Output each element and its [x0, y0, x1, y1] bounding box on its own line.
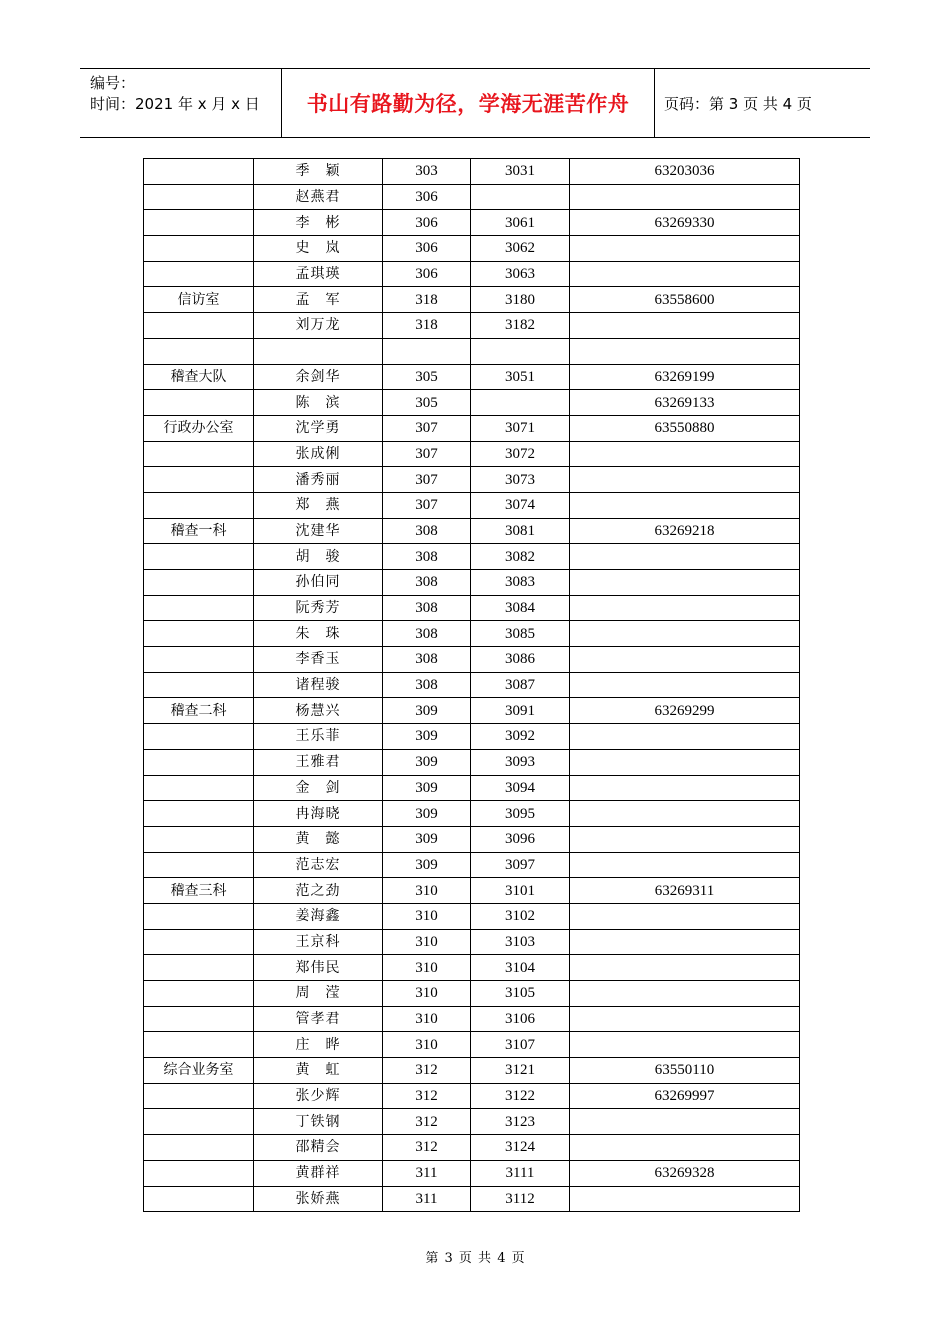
room-cell: 311 — [383, 1160, 471, 1186]
phone-cell — [570, 647, 800, 673]
department-cell — [144, 441, 254, 467]
department-cell — [144, 903, 254, 929]
extension-cell: 3072 — [471, 441, 570, 467]
extension-cell: 3082 — [471, 544, 570, 570]
table-row — [144, 492, 800, 518]
phone-cell — [570, 1109, 800, 1135]
extension-cell: 3107 — [471, 1032, 570, 1058]
phone-cell: 63269199 — [570, 364, 800, 390]
extension-cell: 3182 — [471, 313, 570, 339]
room-cell: 309 — [383, 698, 471, 724]
header-page-info: 页码：第 3 页 共 4 页 — [664, 94, 812, 113]
department-cell — [144, 159, 254, 185]
table-row — [144, 1160, 800, 1186]
department-cell — [144, 492, 254, 518]
name-cell: 王乐菲 — [254, 724, 383, 750]
table-row — [144, 749, 800, 775]
table-row — [144, 518, 800, 544]
phone-cell: 63269133 — [570, 390, 800, 416]
name-cell: 杨慧兴 — [254, 698, 383, 724]
department-cell: 信访室 — [144, 287, 254, 313]
page-header — [80, 68, 870, 138]
extension-cell: 3092 — [471, 724, 570, 750]
department-cell — [144, 1109, 254, 1135]
extension-cell: 3093 — [471, 749, 570, 775]
table-row — [144, 621, 800, 647]
table-row — [144, 981, 800, 1007]
phone-cell — [570, 570, 800, 596]
phone-cell — [570, 544, 800, 570]
extension-cell: 3122 — [471, 1083, 570, 1109]
name-cell: 张少辉 — [254, 1083, 383, 1109]
room-cell: 312 — [383, 1135, 471, 1161]
table-row — [144, 159, 800, 185]
name-cell: 范志宏 — [254, 852, 383, 878]
table-row — [144, 595, 800, 621]
table-row — [144, 672, 800, 698]
name-cell: 陈 滨 — [254, 390, 383, 416]
header-motto: 书山有路勤为径，学海无涯苦作舟 — [306, 92, 630, 116]
phone-cell — [570, 261, 800, 287]
table-row — [144, 698, 800, 724]
department-cell: 稽查三科 — [144, 878, 254, 904]
department-cell — [144, 313, 254, 339]
department-cell — [144, 724, 254, 750]
name-cell: 金 剑 — [254, 775, 383, 801]
extension-cell — [471, 338, 570, 364]
department-cell — [144, 1006, 254, 1032]
room-cell: 310 — [383, 878, 471, 904]
table-row — [144, 775, 800, 801]
header-divider — [654, 69, 655, 137]
name-cell: 李香玉 — [254, 647, 383, 673]
phone-cell: 63558600 — [570, 287, 800, 313]
name-cell: 朱 珠 — [254, 621, 383, 647]
extension-cell: 3031 — [471, 159, 570, 185]
room-cell: 310 — [383, 981, 471, 1007]
extension-cell: 3084 — [471, 595, 570, 621]
phone-cell — [570, 775, 800, 801]
name-cell: 郑伟民 — [254, 955, 383, 981]
room-cell: 310 — [383, 929, 471, 955]
extension-cell: 3095 — [471, 801, 570, 827]
extension-cell: 3180 — [471, 287, 570, 313]
name-cell: 黄 懿 — [254, 826, 383, 852]
table-row — [144, 313, 800, 339]
room-cell: 310 — [383, 903, 471, 929]
name-cell: 黄群祥 — [254, 1160, 383, 1186]
phone-cell: 63269299 — [570, 698, 800, 724]
header-meta — [90, 73, 260, 115]
phone-cell: 63203036 — [570, 159, 800, 185]
room-cell: 310 — [383, 1032, 471, 1058]
table-row — [144, 415, 800, 441]
phone-cell — [570, 826, 800, 852]
department-cell — [144, 775, 254, 801]
table-row — [144, 467, 800, 493]
extension-cell: 3096 — [471, 826, 570, 852]
phone-cell: 63550880 — [570, 415, 800, 441]
department-cell — [144, 852, 254, 878]
extension-cell: 3097 — [471, 852, 570, 878]
room-cell: 308 — [383, 621, 471, 647]
table-row — [144, 724, 800, 750]
extension-cell: 3063 — [471, 261, 570, 287]
extension-cell: 3051 — [471, 364, 570, 390]
room-cell: 309 — [383, 749, 471, 775]
table-row — [144, 236, 800, 262]
department-cell: 综合业务室 — [144, 1058, 254, 1084]
name-cell: 丁铁钢 — [254, 1109, 383, 1135]
name-cell: 黄 虹 — [254, 1058, 383, 1084]
phone-cell — [570, 621, 800, 647]
phone-cell — [570, 236, 800, 262]
room-cell: 308 — [383, 672, 471, 698]
department-cell — [144, 595, 254, 621]
name-cell: 阮秀芳 — [254, 595, 383, 621]
name-cell: 孙伯同 — [254, 570, 383, 596]
department-cell — [144, 467, 254, 493]
phone-cell — [570, 852, 800, 878]
name-cell: 诸程骏 — [254, 672, 383, 698]
extension-cell: 3102 — [471, 903, 570, 929]
room-cell: 318 — [383, 287, 471, 313]
room-cell: 309 — [383, 724, 471, 750]
name-cell: 管孝君 — [254, 1006, 383, 1032]
department-cell — [144, 390, 254, 416]
phone-cell — [570, 903, 800, 929]
extension-cell: 3083 — [471, 570, 570, 596]
extension-cell: 3101 — [471, 878, 570, 904]
table-row — [144, 544, 800, 570]
table-row — [144, 570, 800, 596]
name-cell: 李 彬 — [254, 210, 383, 236]
room-cell — [383, 338, 471, 364]
name-cell: 姜海鑫 — [254, 903, 383, 929]
phone-cell: 63269997 — [570, 1083, 800, 1109]
room-cell: 318 — [383, 313, 471, 339]
name-cell: 刘万龙 — [254, 313, 383, 339]
room-cell: 311 — [383, 1186, 471, 1212]
extension-cell: 3103 — [471, 929, 570, 955]
table-row — [144, 390, 800, 416]
department-cell: 稽查大队 — [144, 364, 254, 390]
department-cell — [144, 1032, 254, 1058]
extension-cell — [471, 184, 570, 210]
room-cell: 303 — [383, 159, 471, 185]
phone-cell: 63269328 — [570, 1160, 800, 1186]
name-cell: 沈建华 — [254, 518, 383, 544]
department-cell — [144, 672, 254, 698]
room-cell: 308 — [383, 647, 471, 673]
room-cell: 305 — [383, 390, 471, 416]
name-cell: 范之劲 — [254, 878, 383, 904]
extension-cell: 3061 — [471, 210, 570, 236]
phone-cell — [570, 749, 800, 775]
name-cell: 郑 燕 — [254, 492, 383, 518]
phone-cell — [570, 1006, 800, 1032]
room-cell: 307 — [383, 441, 471, 467]
phone-cell — [570, 441, 800, 467]
extension-cell: 3111 — [471, 1160, 570, 1186]
phone-cell — [570, 1032, 800, 1058]
table-row — [144, 1109, 800, 1135]
extension-cell: 3087 — [471, 672, 570, 698]
phone-cell — [570, 1135, 800, 1161]
time-label: 时间：2021 年 x 月 x 日 — [90, 95, 260, 113]
department-cell — [144, 570, 254, 596]
department-cell: 稽查一科 — [144, 518, 254, 544]
extension-cell: 3104 — [471, 955, 570, 981]
department-cell — [144, 338, 254, 364]
extension-cell: 3062 — [471, 236, 570, 262]
name-cell: 冉海晓 — [254, 801, 383, 827]
phone-cell — [570, 492, 800, 518]
name-cell: 季 颖 — [254, 159, 383, 185]
extension-cell: 3091 — [471, 698, 570, 724]
name-cell: 张成俐 — [254, 441, 383, 467]
room-cell: 306 — [383, 236, 471, 262]
department-cell — [144, 1160, 254, 1186]
name-cell: 周 滢 — [254, 981, 383, 1007]
extension-cell: 3121 — [471, 1058, 570, 1084]
department-cell — [144, 801, 254, 827]
department-cell — [144, 184, 254, 210]
table-row — [144, 878, 800, 904]
table-row — [144, 1058, 800, 1084]
room-cell: 312 — [383, 1058, 471, 1084]
room-cell: 306 — [383, 261, 471, 287]
name-cell: 胡 骏 — [254, 544, 383, 570]
contact-directory-body — [144, 159, 800, 1212]
phone-cell — [570, 801, 800, 827]
name-cell: 潘秀丽 — [254, 467, 383, 493]
room-cell: 309 — [383, 852, 471, 878]
phone-cell — [570, 672, 800, 698]
phone-cell: 63269218 — [570, 518, 800, 544]
extension-cell: 3124 — [471, 1135, 570, 1161]
extension-cell: 3074 — [471, 492, 570, 518]
table-row — [144, 1135, 800, 1161]
room-cell: 305 — [383, 364, 471, 390]
page-footer: 第 3 页 共 4 页 — [425, 1251, 525, 1266]
phone-cell — [570, 981, 800, 1007]
table-row — [144, 1083, 800, 1109]
room-cell: 306 — [383, 184, 471, 210]
room-cell: 309 — [383, 801, 471, 827]
room-cell: 307 — [383, 467, 471, 493]
table-row — [144, 801, 800, 827]
department-cell — [144, 621, 254, 647]
department-cell — [144, 236, 254, 262]
table-row — [144, 1186, 800, 1212]
phone-cell: 63269330 — [570, 210, 800, 236]
extension-cell: 3105 — [471, 981, 570, 1007]
phone-cell — [570, 1186, 800, 1212]
name-cell: 沈学勇 — [254, 415, 383, 441]
room-cell: 308 — [383, 595, 471, 621]
extension-cell: 3112 — [471, 1186, 570, 1212]
department-cell — [144, 261, 254, 287]
phone-cell — [570, 467, 800, 493]
room-cell: 309 — [383, 826, 471, 852]
extension-cell — [471, 390, 570, 416]
department-cell — [144, 1135, 254, 1161]
phone-cell — [570, 313, 800, 339]
room-cell: 308 — [383, 570, 471, 596]
table-row — [144, 826, 800, 852]
extension-cell: 3085 — [471, 621, 570, 647]
table-row — [144, 338, 800, 364]
phone-cell — [570, 955, 800, 981]
table-row — [144, 903, 800, 929]
extension-cell: 3081 — [471, 518, 570, 544]
name-cell: 王雅君 — [254, 749, 383, 775]
table-row — [144, 929, 800, 955]
name-cell: 余剑华 — [254, 364, 383, 390]
room-cell: 307 — [383, 492, 471, 518]
phone-cell — [570, 595, 800, 621]
table-row — [144, 647, 800, 673]
name-cell: 邵精会 — [254, 1135, 383, 1161]
table-row — [144, 441, 800, 467]
department-cell — [144, 981, 254, 1007]
name-cell: 赵燕君 — [254, 184, 383, 210]
room-cell: 310 — [383, 955, 471, 981]
name-cell: 史 岚 — [254, 236, 383, 262]
table-row — [144, 1006, 800, 1032]
phone-cell — [570, 184, 800, 210]
department-cell — [144, 1186, 254, 1212]
name-cell: 王京科 — [254, 929, 383, 955]
contact-directory-table — [143, 158, 800, 1212]
extension-cell: 3073 — [471, 467, 570, 493]
table-row — [144, 287, 800, 313]
department-cell — [144, 826, 254, 852]
extension-cell: 3123 — [471, 1109, 570, 1135]
room-cell: 309 — [383, 775, 471, 801]
department-cell: 行政办公室 — [144, 415, 254, 441]
extension-cell: 3071 — [471, 415, 570, 441]
room-cell: 312 — [383, 1109, 471, 1135]
table-row — [144, 210, 800, 236]
department-cell — [144, 210, 254, 236]
extension-cell: 3106 — [471, 1006, 570, 1032]
room-cell: 308 — [383, 518, 471, 544]
department-cell — [144, 749, 254, 775]
number-label: 编号： — [90, 74, 136, 92]
table-row — [144, 364, 800, 390]
name-cell: 孟 军 — [254, 287, 383, 313]
name-cell: 孟琪瑛 — [254, 261, 383, 287]
phone-cell — [570, 929, 800, 955]
table-row — [144, 261, 800, 287]
department-cell — [144, 647, 254, 673]
name-cell — [254, 338, 383, 364]
table-row — [144, 955, 800, 981]
extension-cell: 3094 — [471, 775, 570, 801]
phone-cell — [570, 338, 800, 364]
room-cell: 307 — [383, 415, 471, 441]
department-cell — [144, 929, 254, 955]
name-cell: 庄 晔 — [254, 1032, 383, 1058]
department-cell — [144, 955, 254, 981]
room-cell: 306 — [383, 210, 471, 236]
department-cell: 稽查二科 — [144, 698, 254, 724]
department-cell — [144, 1083, 254, 1109]
room-cell: 308 — [383, 544, 471, 570]
phone-cell: 63550110 — [570, 1058, 800, 1084]
room-cell: 310 — [383, 1006, 471, 1032]
phone-cell — [570, 724, 800, 750]
department-cell — [144, 544, 254, 570]
room-cell: 312 — [383, 1083, 471, 1109]
table-row — [144, 1032, 800, 1058]
name-cell: 张娇燕 — [254, 1186, 383, 1212]
table-row — [144, 184, 800, 210]
phone-cell: 63269311 — [570, 878, 800, 904]
table-row — [144, 852, 800, 878]
extension-cell: 3086 — [471, 647, 570, 673]
